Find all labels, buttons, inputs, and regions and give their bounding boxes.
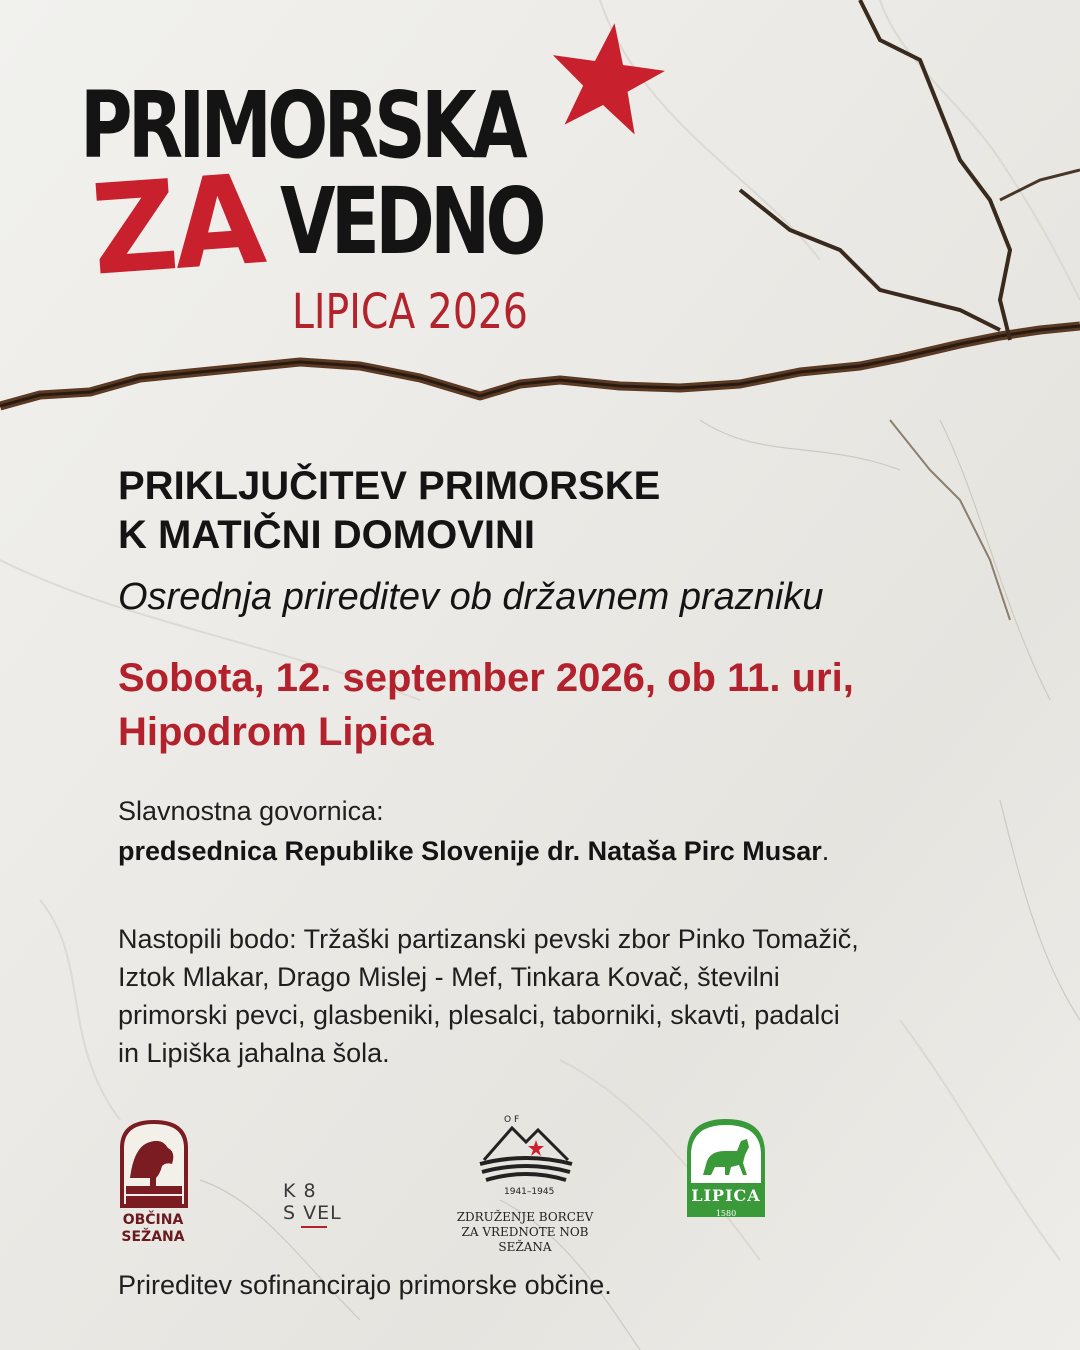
- speaker-name-line: [118, 836, 829, 867]
- zb-of-text: O F: [504, 1115, 520, 1125]
- kosovel-line2: S VEL: [283, 1202, 342, 1224]
- zb-nob-logo-text: [455, 1210, 595, 1255]
- logo-word-primorska: PRIMORSKA: [80, 72, 523, 179]
- event-subtitle: Osrednja prireditev ob državnem prazniku: [118, 576, 824, 618]
- speaker-period: .: [821, 836, 830, 866]
- kosovel-line1: K 8: [283, 1180, 317, 1202]
- event-title-line2: K MATIČNI DOMOVINI: [118, 513, 536, 557]
- event-title-line1: PRIKLJUČITEV PRIMORSKE: [118, 464, 661, 508]
- obcina-sezana-crest-icon: [116, 1118, 192, 1212]
- speaker-label: Slavnostna govornica:: [118, 796, 384, 826]
- lipica-logo-icon: [685, 1117, 767, 1221]
- zb-line1: ZDRUŽENJE BORCEV: [456, 1210, 594, 1224]
- performers-text: [118, 920, 998, 1072]
- lipica-logo-text: LIPICA: [691, 1186, 761, 1205]
- performers-line: in Lipiška jahalna šola.: [118, 1038, 390, 1068]
- footer-note: Prireditev sofinancirajo primorske občine.: [118, 1270, 612, 1300]
- red-star-icon: [548, 18, 666, 136]
- ks-kosovel-logo: [283, 1180, 342, 1224]
- sezana-line2: SEŽANA: [121, 1229, 185, 1245]
- event-date: Sobota, 12. september 2026, ob 11. uri,: [118, 656, 854, 700]
- performers-line: Nastopili bodo: Tržaški partizanski pevski zbor Pinko Tomažič,: [118, 924, 859, 954]
- sezana-line1: OBČINA: [122, 1212, 184, 1228]
- performers-line: primorski pevci, glasbeniki, plesalci, taborniki, skavti, padalci: [118, 1000, 840, 1030]
- speaker-name: predsednica Republike Slovenije dr. Nataša Pirc Musar: [118, 836, 822, 866]
- zb-line2: ZA VREDNOTE NOB: [461, 1225, 589, 1239]
- zb-nob-emblem-icon: [474, 1110, 578, 1198]
- obcina-sezana-logo-text: [112, 1212, 194, 1246]
- zb-years: 1941–1945: [504, 1187, 555, 1197]
- logo-word-vedno: VEDNO: [280, 168, 542, 275]
- lipica-year: 1580: [715, 1209, 737, 1218]
- event-date-venue: [118, 651, 854, 759]
- logo-word-za: ZA: [87, 148, 266, 304]
- logo-subtitle: LIPICA 2026: [292, 284, 528, 340]
- kosovel-underline-icon: [301, 1224, 327, 1230]
- zb-line3: SEŽANA: [498, 1240, 552, 1254]
- event-title: [118, 462, 660, 560]
- event-venue: Hipodrom Lipica: [118, 710, 434, 754]
- performers-line: Iztok Mlakar, Drago Mislej - Mef, Tinkara Kovač, številni: [118, 962, 780, 992]
